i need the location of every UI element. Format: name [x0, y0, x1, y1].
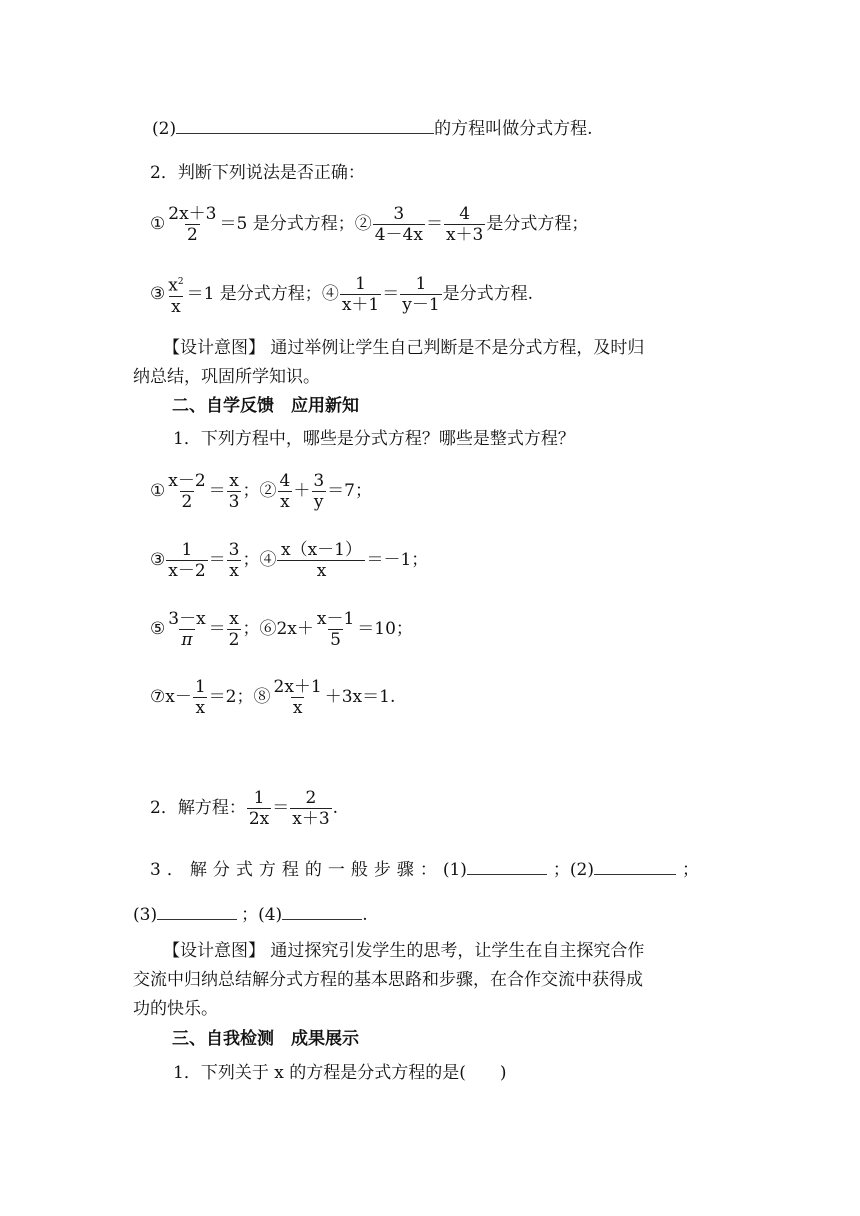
exercise-label: 3．解分式方程的一般步骤： [150, 860, 443, 880]
exercise-1-title: 1．下列方程中，哪些是分式方程？哪些是整式方程？ [173, 429, 575, 449]
circled-number-2: ② [354, 214, 372, 234]
design-intent-1-line-2: 纳总结，巩固所学知识。 [133, 367, 320, 387]
circled-number-8: ⑧ [253, 687, 271, 707]
equals-sign: ＝ [208, 481, 226, 501]
fraction: $\frac{1}{y-1}$ [402, 273, 440, 315]
circled-number-4: ④ [259, 550, 277, 570]
equals-sign: ＝ [208, 619, 226, 639]
fraction: $\frac{3}{y}$ [313, 471, 325, 512]
circled-number-5: ⑤ [150, 619, 166, 639]
separator: ； [682, 860, 700, 880]
statement-row-1 [150, 204, 588, 245]
separator: ； [242, 619, 260, 639]
step-3-label: (3) [133, 905, 158, 925]
statement-text: 是分式方程； [486, 214, 589, 234]
fraction: $\frac{x}{3}$ [228, 471, 240, 512]
equals-sign: ＝ [425, 214, 443, 234]
period: . [362, 905, 368, 925]
equation-rest: ＝2； [208, 687, 254, 707]
plus-sign: ＋ [293, 481, 311, 501]
exercise-label: 2．解方程： [150, 798, 246, 818]
step-4-label: ；(4) [241, 905, 283, 925]
fraction: $\frac{2x+1}{x}$ [273, 677, 322, 718]
circled-number-3: ③ [150, 550, 166, 570]
fraction: $\frac{x-2}{2}$ [168, 471, 206, 512]
design-intent-2-line-2: 交流中归纳总结解分式方程的基本思路和步骤，在合作交流中获得成 [133, 970, 643, 990]
exercise-2-solve [150, 788, 338, 829]
equation-rest: ＋3x＝1. [324, 687, 396, 707]
fraction: $\frac{x(x-1)}{x}$ [277, 540, 365, 581]
self-test-question-1: 1．下列关于 x 的方程是分式方程的是( ) [173, 1063, 507, 1083]
answer-blank[interactable] [594, 858, 676, 875]
statement-text: ＝5 是分式方程； [219, 214, 355, 234]
equals-sign: ＝ [208, 550, 226, 570]
step-1-label: (1) [442, 860, 467, 880]
fraction: $\frac{2}{x+3}$ [292, 788, 330, 829]
section-3-heading: 三、自我检测 成果展示 [172, 1029, 359, 1049]
answer-blank[interactable] [467, 858, 547, 875]
fraction: $\frac{1}{x}$ [194, 677, 206, 718]
equals-sign: ＝ [272, 798, 290, 818]
fraction: $\frac{x-1}{5}$ [316, 609, 355, 650]
circled-number-1: ① [150, 481, 166, 501]
statement-text: ＝1 是分式方程； [186, 283, 322, 304]
circled-number-2: ② [259, 481, 277, 501]
fraction: $\frac{4}{x}$ [279, 471, 291, 512]
answer-blank[interactable] [282, 903, 362, 920]
design-intent-1-line-1: 【设计意图】 通过举例让学生自己判断是不是分式方程，及时归 [163, 338, 645, 358]
statement-row-2 [150, 272, 533, 317]
equation-prefix: 2x＋ [276, 619, 314, 639]
equation-rest: ＝7； [327, 481, 372, 501]
exercise-3-line-1 [150, 858, 699, 881]
circled-number-7: ⑦ [150, 687, 166, 707]
separator: ； [242, 481, 260, 501]
fraction: $\frac{1}{x-2}$ [168, 540, 206, 581]
fraction: $\frac{1}{x+1}$ [341, 273, 380, 315]
answer-blank[interactable] [176, 117, 434, 134]
fraction: $\frac{1}{2x}$ [248, 788, 270, 829]
equation-rest: ＝－1； [366, 550, 429, 570]
answer-blank[interactable] [157, 903, 237, 920]
equation-row-2 [150, 540, 428, 581]
separator: ； [242, 550, 260, 570]
fraction: $\frac{3}{4-4x}$ [374, 204, 423, 245]
statement-text: 是分式方程. [442, 283, 534, 304]
circled-number-3: ③ [150, 283, 166, 304]
period: . [332, 798, 339, 818]
fraction: $\frac{3}{x}$ [228, 540, 240, 581]
circled-number-4: ④ [321, 283, 339, 304]
item-text: 的方程叫做分式方程. [434, 119, 593, 139]
exercise-3-line-2 [133, 903, 368, 926]
design-intent-2-line-3: 功的快乐。 [133, 999, 218, 1019]
item-label: (2) [152, 119, 177, 139]
equation-rest: ＝10； [357, 619, 413, 639]
fraction: $\frac{2x+3}{2}$ [168, 204, 217, 245]
fraction: $\frac{x}{2}$ [228, 609, 240, 650]
circled-number-6: ⑥ [259, 619, 277, 639]
design-intent-2-line-1: 【设计意图】 通过探究引发学生的思考，让学生在自主探究合作 [163, 941, 645, 961]
equation-row-3 [150, 609, 413, 650]
equals-sign: ＝ [382, 283, 400, 304]
fraction: $\frac{4}{x+3}$ [445, 204, 484, 245]
section-2-heading: 二、自学反馈 应用新知 [172, 396, 359, 416]
step-2-label: ；(2) [552, 860, 595, 880]
fill-line-2 [152, 117, 593, 140]
fraction: $\frac{x^2}{x}$ [168, 275, 184, 317]
fraction: $\frac{3-x}{\pi}$ [168, 609, 206, 650]
circled-number-1: ① [150, 214, 166, 234]
equation-row-1 [150, 471, 372, 512]
equation-prefix: x－ [165, 687, 192, 707]
equation-row-4 [150, 677, 395, 718]
question-2-title: 2．判断下列说法是否正确： [150, 163, 365, 183]
